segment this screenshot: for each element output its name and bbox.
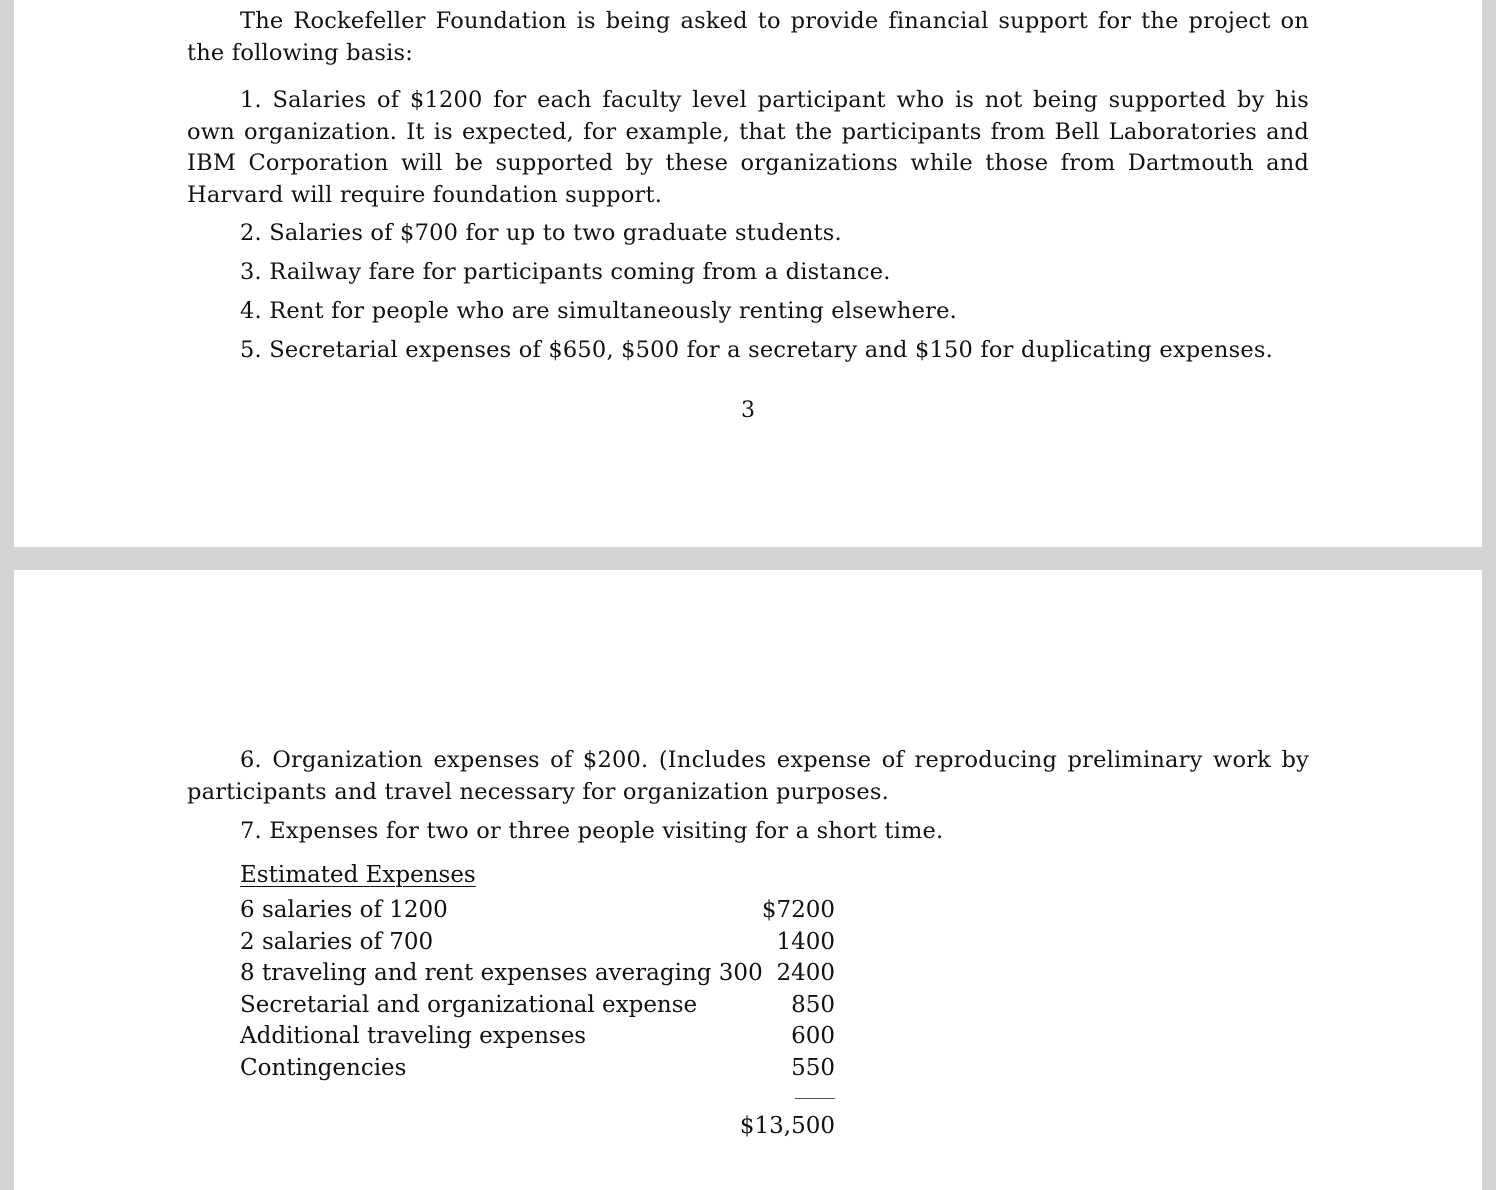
expenses-total: $13,500	[739, 1113, 835, 1139]
expense-amount: 550	[791, 1054, 835, 1081]
expense-row	[240, 1021, 835, 1053]
list-item-4: 4. Rent for people who are simultaneously renting elsewhere.	[240, 298, 957, 324]
list-item-5: 5. Secretarial expenses of $650, $500 for a secretary and $150 for duplicating expenses.	[240, 337, 1273, 363]
list-item-1: 1. Salaries of $1200 for each faculty level participant who is not being supported by his own organization. It is expected, for example, that the participants from Bell Laboratories and IBM Corporation will be supported by these organizations while those from Dartmouth and Harvard will require foundation support.	[187, 87, 1309, 208]
intro-paragraph: The Rockefeller Foundation is being asked to provide financial support for the project on the following basis:	[187, 8, 1309, 66]
expense-row	[240, 927, 835, 959]
list-item-3: 3. Railway fare for participants coming from a distance.	[240, 259, 891, 285]
expense-amount: 850	[791, 991, 835, 1018]
list-item-6: 6. Organization expenses of $200. (Includes expense of reproducing preliminary work by participants and travel necessary for organization purposes.	[187, 747, 1309, 805]
expenses-table	[240, 895, 835, 1084]
expense-label: 2 salaries of 700	[240, 928, 434, 955]
expense-row	[240, 895, 835, 927]
expense-label: Additional traveling expenses	[240, 1023, 587, 1049]
page-number: 3	[741, 398, 755, 423]
expense-amount: $7200	[761, 897, 835, 923]
expense-row	[240, 958, 835, 990]
expense-amount: 2400	[776, 960, 835, 986]
expense-label: Secretarial and organizational expense	[240, 991, 698, 1018]
document-page-4	[14, 570, 1482, 1190]
sum-rule	[795, 1098, 835, 1099]
expense-amount: 600	[791, 1023, 835, 1049]
document-page-3	[14, 0, 1482, 547]
expense-label: 8 traveling and rent expenses averaging 300	[240, 960, 763, 986]
expense-amount: 1400	[776, 928, 835, 955]
list-item-7: 7. Expenses for two or three people visiting for a short time.	[240, 818, 944, 844]
expense-row	[240, 990, 835, 1022]
list-item-2: 2. Salaries of $700 for up to two graduate students.	[240, 220, 842, 246]
expenses-title: Estimated Expenses	[240, 862, 476, 888]
expense-row	[240, 1053, 835, 1085]
expense-label: Contingencies	[240, 1054, 407, 1081]
expense-label: 6 salaries of 1200	[240, 897, 448, 923]
